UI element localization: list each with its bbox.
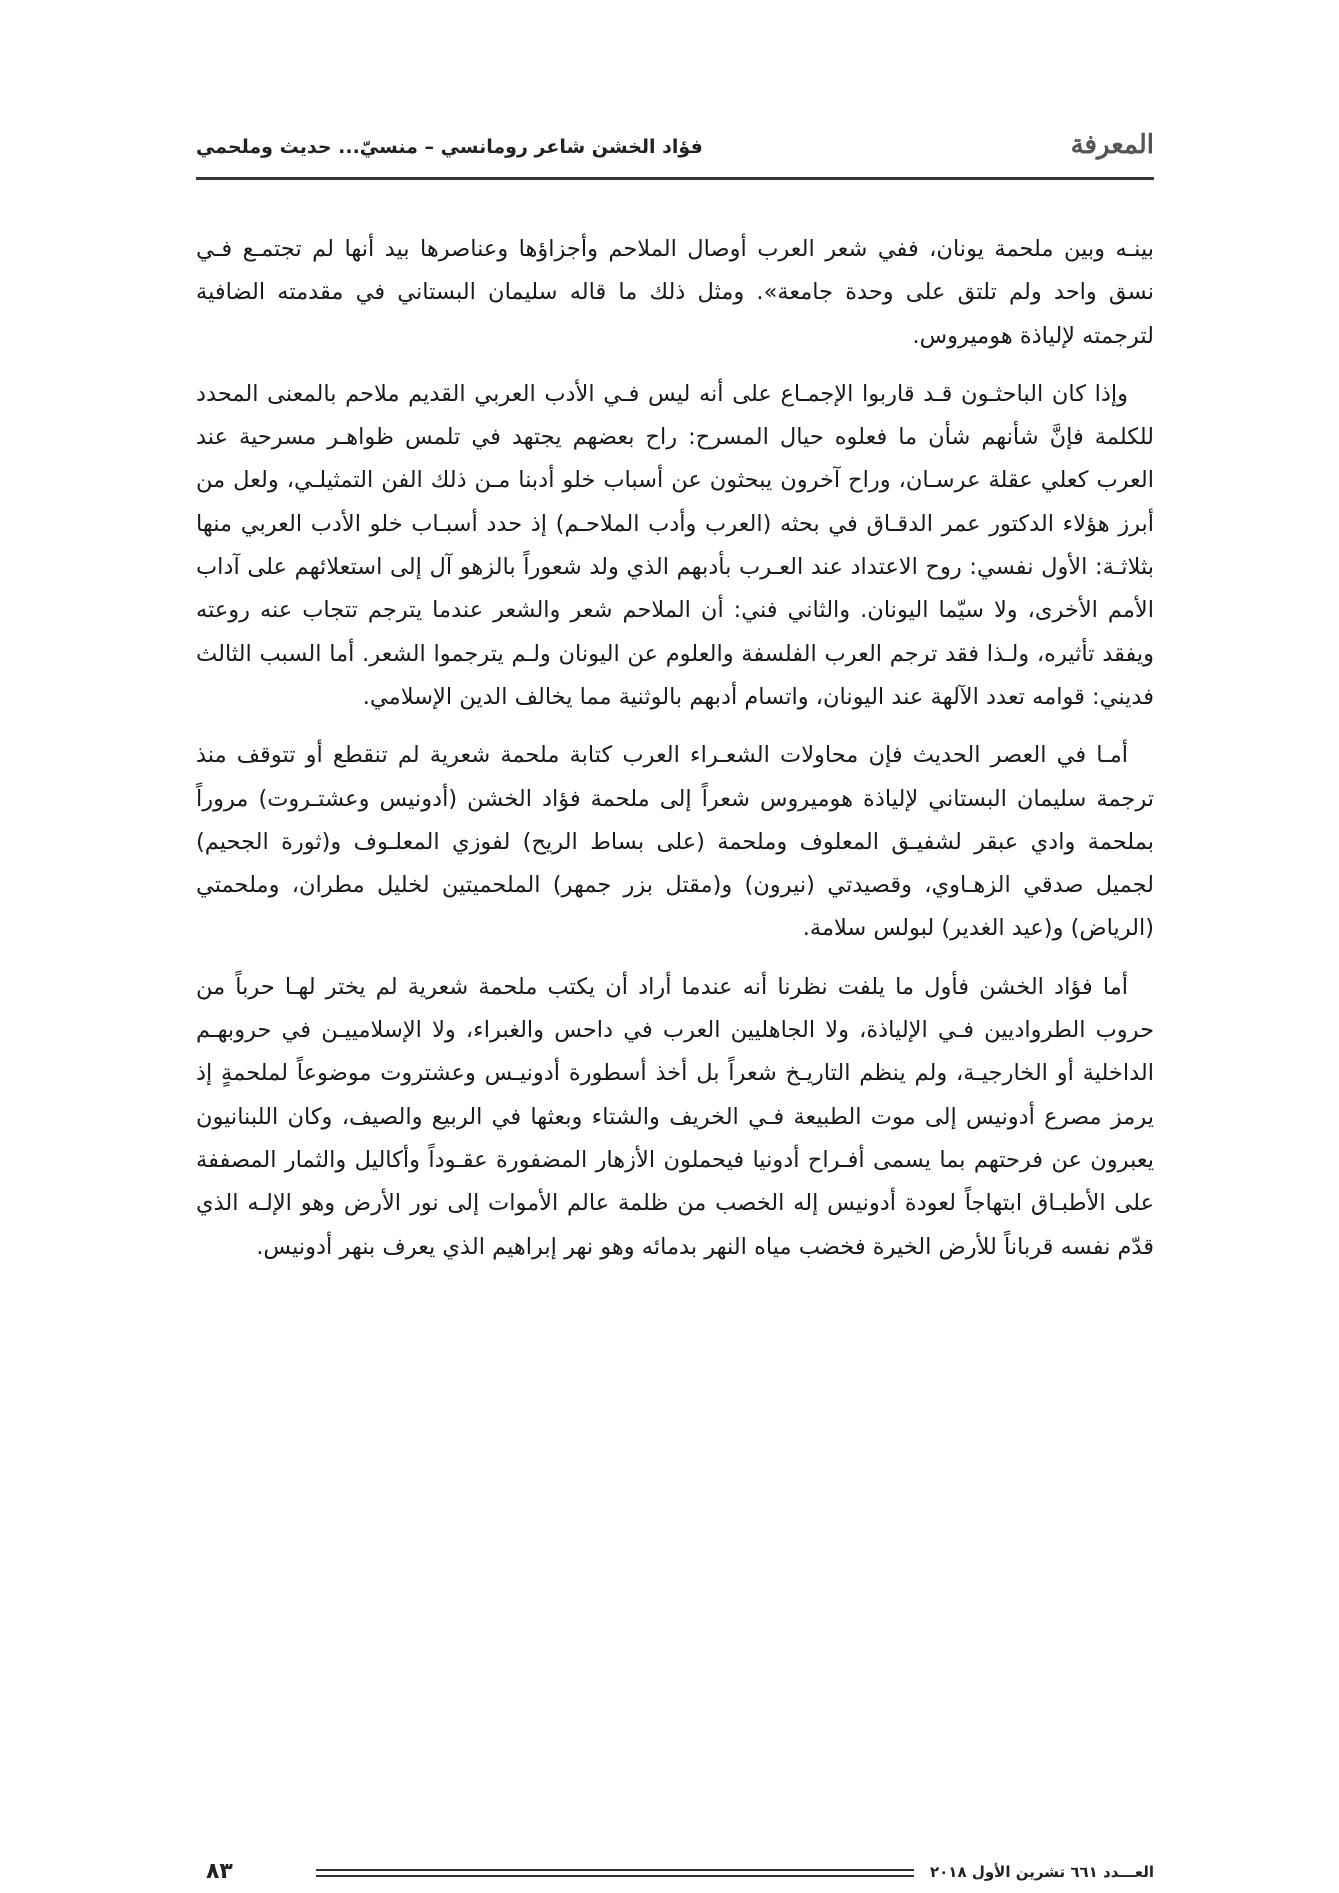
footer-line bbox=[316, 1869, 914, 1871]
page-footer bbox=[196, 1859, 1154, 1893]
issue-label: العـــدد ٦٦١ تشرين الأول ٢٠١٨ bbox=[930, 1863, 1154, 1881]
paragraph: أمـا في العصر الحديث فإن محاولات الشعـراء العرب كتابة ملحمة شعرية لم تنقطع أو تتوقف منذ ترجمة سليمان البستاني لإلياذة هوميروس شعراً إلى ملحمة فؤاد الخشن (أدونيس وعشتـروت) مروراً بملحمة وادي عبقر لشفيـق المعلوف وملحمة (على بساط الريح) لفوزي المعلـوف و(ثورة الجحيم) لجميل صدقي الزهـاوي، وقصيدتي (نيرون) و(مقتل بزر جمهر) الملحميتين لخليل مطران، وملحمتي (الرياض) و(عيد الغدير) لبولس سلامة. bbox=[196, 742, 1154, 942]
paragraph: وإذا كان الباحثـون قـد قاربوا الإجمـاع على أنه ليس فـي الأدب العربي القديم ملاحم بالمعنى المحدد للكلمة فإنَّ شأنهم شأن ما فعلوه حيال المسرح: راح بعضهم يجتهد في تلمس ظواهـر مسرحية عند العرب كعلي عقلة عرسـان، وراح آخرون يبحثون عن أسباب خلو أدبنا مـن ذلك الفن التمثيلـي، ولعل من أبرز هؤلاء الدكتور عمر الدقـاق في بحثه (العرب وأدب الملاحـم) إذ حدد أسبـاب خلو الأدب العربي منها بثلاثـة: الأول نفسي: روح الاعتداد عند العـرب بأدبهم الذي ولد شعوراً بالزهو آل إلى استعلائهم على آداب الأمم الأخرى، ولا سيّما اليونان. والثاني فني: أن الملاحم شعر والشعر عندما يترجم تتجاب عنه روعته ويفقد تأثيره، ولـذا فقد ترجم العرب الفلسفة والعلوم عن اليونان ولـم يترجموا الشعر. أما السبب الثالث فديني: قوامه تعدد الآلهة عند اليونان، واتسام أدبهم بالوثنية مما يخالف الدين الإسلامي. bbox=[196, 380, 1154, 710]
magazine-logo: المعرفة bbox=[1070, 130, 1154, 160]
footer-line bbox=[316, 1875, 914, 1877]
page-number: ٨٣ bbox=[206, 1859, 233, 1884]
paragraph: بينـه وبين ملحمة يونان، ففي شعر العرب أوصال الملاحم وأجزاؤها وعناصرها بيد أنها لم تجتمـع فـي نسق واحد ولم تلتق على وحدة جامعة». ومثل ذلك ما قاله سليمان البستاني في مقدمته الضافية لترجمته لإلياذة هوميروس. bbox=[196, 236, 1154, 349]
page-header bbox=[196, 128, 1154, 178]
running-title: فؤاد الخشن شاعر رومانسي – منسيّ... حديث وملحمي bbox=[196, 136, 703, 158]
paragraph: أما فؤاد الخشن فأول ما يلفت نظرنا أنه عندما أراد أن يكتب ملحمة شعرية لم يختر لهـا حرباً من حروب الطرواديين فـي الإلياذة، ولا الجاهليين العرب في داحس والغبراء، ولا الإسلامييـن في حروبهـم الداخلية أو الخارجيـة، ولم ينظم التاريـخ شعراً بل أخذ أسطورة أدونيـس وعشتروت موضوعاً لملحمةٍ إذ يرمز مصرع أدونيس إلى موت الطبيعة فـي الخريف والشتاء وبعثها في الربيع والصيف، وكان اللبنانيون يعبرون عن فرحتهم بما يسمى أفـراح أدونيا فيحملون الأزهار المضفورة عقـوداً وأكاليل والثمار المصففة على الأطبـاق ابتهاجاً لعودة أدونيس إله الخصب من ظلمة عالم الأموات إلى نور الأرض وهو الإلـه الذي قدّم نفسه قرباناً للأرض الخيرة فخضب مياه النهر بدمائه وهو نهر إبراهيم الذي يعرف بنهر أدونيس. bbox=[196, 973, 1154, 1260]
footer-divider bbox=[316, 1869, 914, 1881]
header-divider bbox=[196, 177, 1154, 180]
article-body bbox=[196, 228, 1154, 1284]
